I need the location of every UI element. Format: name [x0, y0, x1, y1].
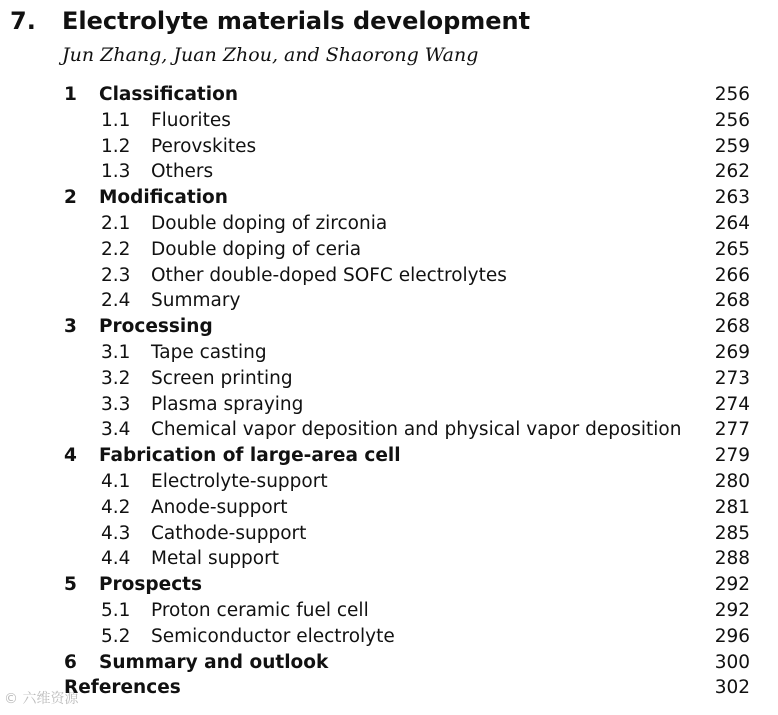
toc-entry-page: 300 — [714, 651, 750, 673]
toc-entry-page: 280 — [714, 470, 750, 492]
toc-entry-page: 281 — [714, 496, 750, 518]
toc-entry-page: 273 — [714, 367, 750, 389]
toc-entry-title[interactable]: Plasma spraying — [151, 393, 304, 415]
toc-entry-title[interactable]: Tape casting — [151, 341, 267, 363]
toc-entry-number: 4.2 — [101, 496, 131, 518]
toc-subsection-row[interactable] — [0, 263, 778, 289]
toc-subsection-row[interactable] — [0, 624, 778, 650]
toc-subsection-row[interactable] — [0, 495, 778, 521]
toc-entry-title[interactable]: Screen printing — [151, 367, 293, 389]
toc-entry-title[interactable]: References — [64, 677, 181, 699]
toc-entry-number: 3.3 — [101, 393, 131, 415]
toc-entry-title[interactable]: Fluorites — [151, 109, 231, 131]
toc-entry-number: 2.1 — [101, 212, 131, 234]
toc-section-row[interactable] — [0, 650, 778, 676]
toc-entry-title[interactable]: Summary and outlook — [99, 651, 329, 673]
toc-references-row[interactable] — [0, 675, 778, 701]
toc-entry-number: 6 — [64, 651, 77, 673]
toc-subsection-row[interactable] — [0, 134, 778, 160]
toc-entry-title[interactable]: Double doping of zirconia — [151, 212, 388, 234]
toc-section-row[interactable] — [0, 443, 778, 469]
toc-entry-page: 296 — [714, 625, 750, 647]
table-of-contents — [0, 82, 778, 701]
toc-entry-title[interactable]: Anode-support — [151, 496, 288, 518]
toc-entry-page: 256 — [714, 109, 750, 131]
toc-entry-page: 262 — [714, 161, 750, 183]
chapter-number: 7. — [10, 7, 36, 35]
toc-entry-page: 268 — [714, 316, 750, 338]
toc-entry-number: 2.4 — [101, 290, 131, 312]
toc-entry-title[interactable]: Perovskites — [151, 135, 257, 157]
toc-subsection-row[interactable] — [0, 237, 778, 263]
toc-entry-page: 268 — [714, 290, 750, 312]
toc-section-row[interactable] — [0, 82, 778, 108]
toc-entry-page: 264 — [714, 212, 750, 234]
toc-entry-number: 1.1 — [101, 109, 131, 131]
toc-entry-title[interactable]: Summary — [151, 290, 241, 312]
toc-subsection-row[interactable] — [0, 598, 778, 624]
toc-entry-page: 277 — [714, 419, 750, 441]
toc-subsection-row[interactable] — [0, 288, 778, 314]
toc-entry-number: 5 — [64, 574, 77, 596]
toc-entry-title[interactable]: Proton ceramic fuel cell — [151, 599, 369, 621]
toc-entry-title[interactable]: Other double-doped SOFC electrolytes — [151, 264, 507, 286]
toc-entry-page: 269 — [714, 341, 750, 363]
toc-subsection-row[interactable] — [0, 469, 778, 495]
toc-entry-number: 3.4 — [101, 419, 131, 441]
toc-entry-number: 3 — [64, 316, 77, 338]
toc-entry-page: 285 — [714, 522, 750, 544]
toc-entry-page: 274 — [714, 393, 750, 415]
toc-entry-number: 2 — [64, 187, 77, 209]
toc-entry-page: 259 — [714, 135, 750, 157]
toc-entry-page: 266 — [714, 264, 750, 286]
toc-entry-page: 256 — [714, 84, 750, 105]
toc-entry-number: 3.1 — [101, 341, 131, 363]
toc-entry-page: 265 — [714, 238, 750, 260]
toc-entry-number: 5.2 — [101, 625, 131, 647]
toc-entry-title[interactable]: Semiconductor electrolyte — [151, 625, 395, 647]
toc-entry-title[interactable]: Chemical vapor deposition and physical vapor deposition — [151, 419, 682, 441]
toc-entry-title[interactable]: Modification — [99, 187, 228, 209]
toc-entry-title[interactable]: Others — [151, 161, 214, 183]
toc-entry-number: 4 — [64, 445, 77, 467]
toc-entry-number: 4.1 — [101, 470, 131, 492]
toc-entry-page: 263 — [714, 187, 750, 209]
toc-entry-number: 1.3 — [101, 161, 131, 183]
toc-subsection-row[interactable] — [0, 211, 778, 237]
chapter-authors: Jun Zhang, Juan Zhou, and Shaorong Wang — [62, 44, 479, 66]
toc-entry-title[interactable]: Metal support — [151, 548, 279, 570]
toc-section-row[interactable] — [0, 185, 778, 211]
chapter-title: Electrolyte materials development — [62, 7, 531, 35]
toc-entry-number: 1 — [64, 84, 77, 105]
toc-entry-number: 4.3 — [101, 522, 131, 544]
toc-subsection-row[interactable] — [0, 159, 778, 185]
toc-section-row[interactable] — [0, 314, 778, 340]
toc-subsection-row[interactable] — [0, 417, 778, 443]
toc-entry-number: 5.1 — [101, 599, 131, 621]
toc-section-row[interactable] — [0, 572, 778, 598]
toc-entry-number: 1.2 — [101, 135, 131, 157]
toc-entry-number: 2.3 — [101, 264, 131, 286]
watermark: © 六维资源 — [4, 691, 79, 707]
toc-subsection-row[interactable] — [0, 546, 778, 572]
toc-entry-title[interactable]: Cathode-support — [151, 522, 307, 544]
toc-subsection-row[interactable] — [0, 392, 778, 418]
toc-subsection-row[interactable] — [0, 521, 778, 547]
toc-subsection-row[interactable] — [0, 366, 778, 392]
toc-subsection-row[interactable] — [0, 340, 778, 366]
toc-entry-page: 292 — [714, 599, 750, 621]
toc-entry-title[interactable]: Fabrication of large-area cell — [99, 445, 401, 467]
toc-entry-title[interactable]: Prospects — [99, 574, 203, 596]
toc-entry-page: 279 — [714, 445, 750, 467]
toc-subsection-row[interactable] — [0, 108, 778, 134]
chapter-heading — [10, 4, 530, 38]
toc-entry-page: 288 — [714, 548, 750, 570]
toc-entry-title[interactable]: Processing — [99, 316, 213, 338]
toc-entry-page: 292 — [714, 574, 750, 596]
toc-entry-title[interactable]: Double doping of ceria — [151, 238, 362, 260]
toc-entry-page: 302 — [714, 677, 750, 699]
toc-entry-title[interactable]: Classification — [99, 84, 238, 105]
toc-entry-number: 2.2 — [101, 238, 131, 260]
toc-entry-number: 3.2 — [101, 367, 131, 389]
toc-entry-number: 4.4 — [101, 548, 131, 570]
toc-entry-title[interactable]: Electrolyte-support — [151, 470, 328, 492]
